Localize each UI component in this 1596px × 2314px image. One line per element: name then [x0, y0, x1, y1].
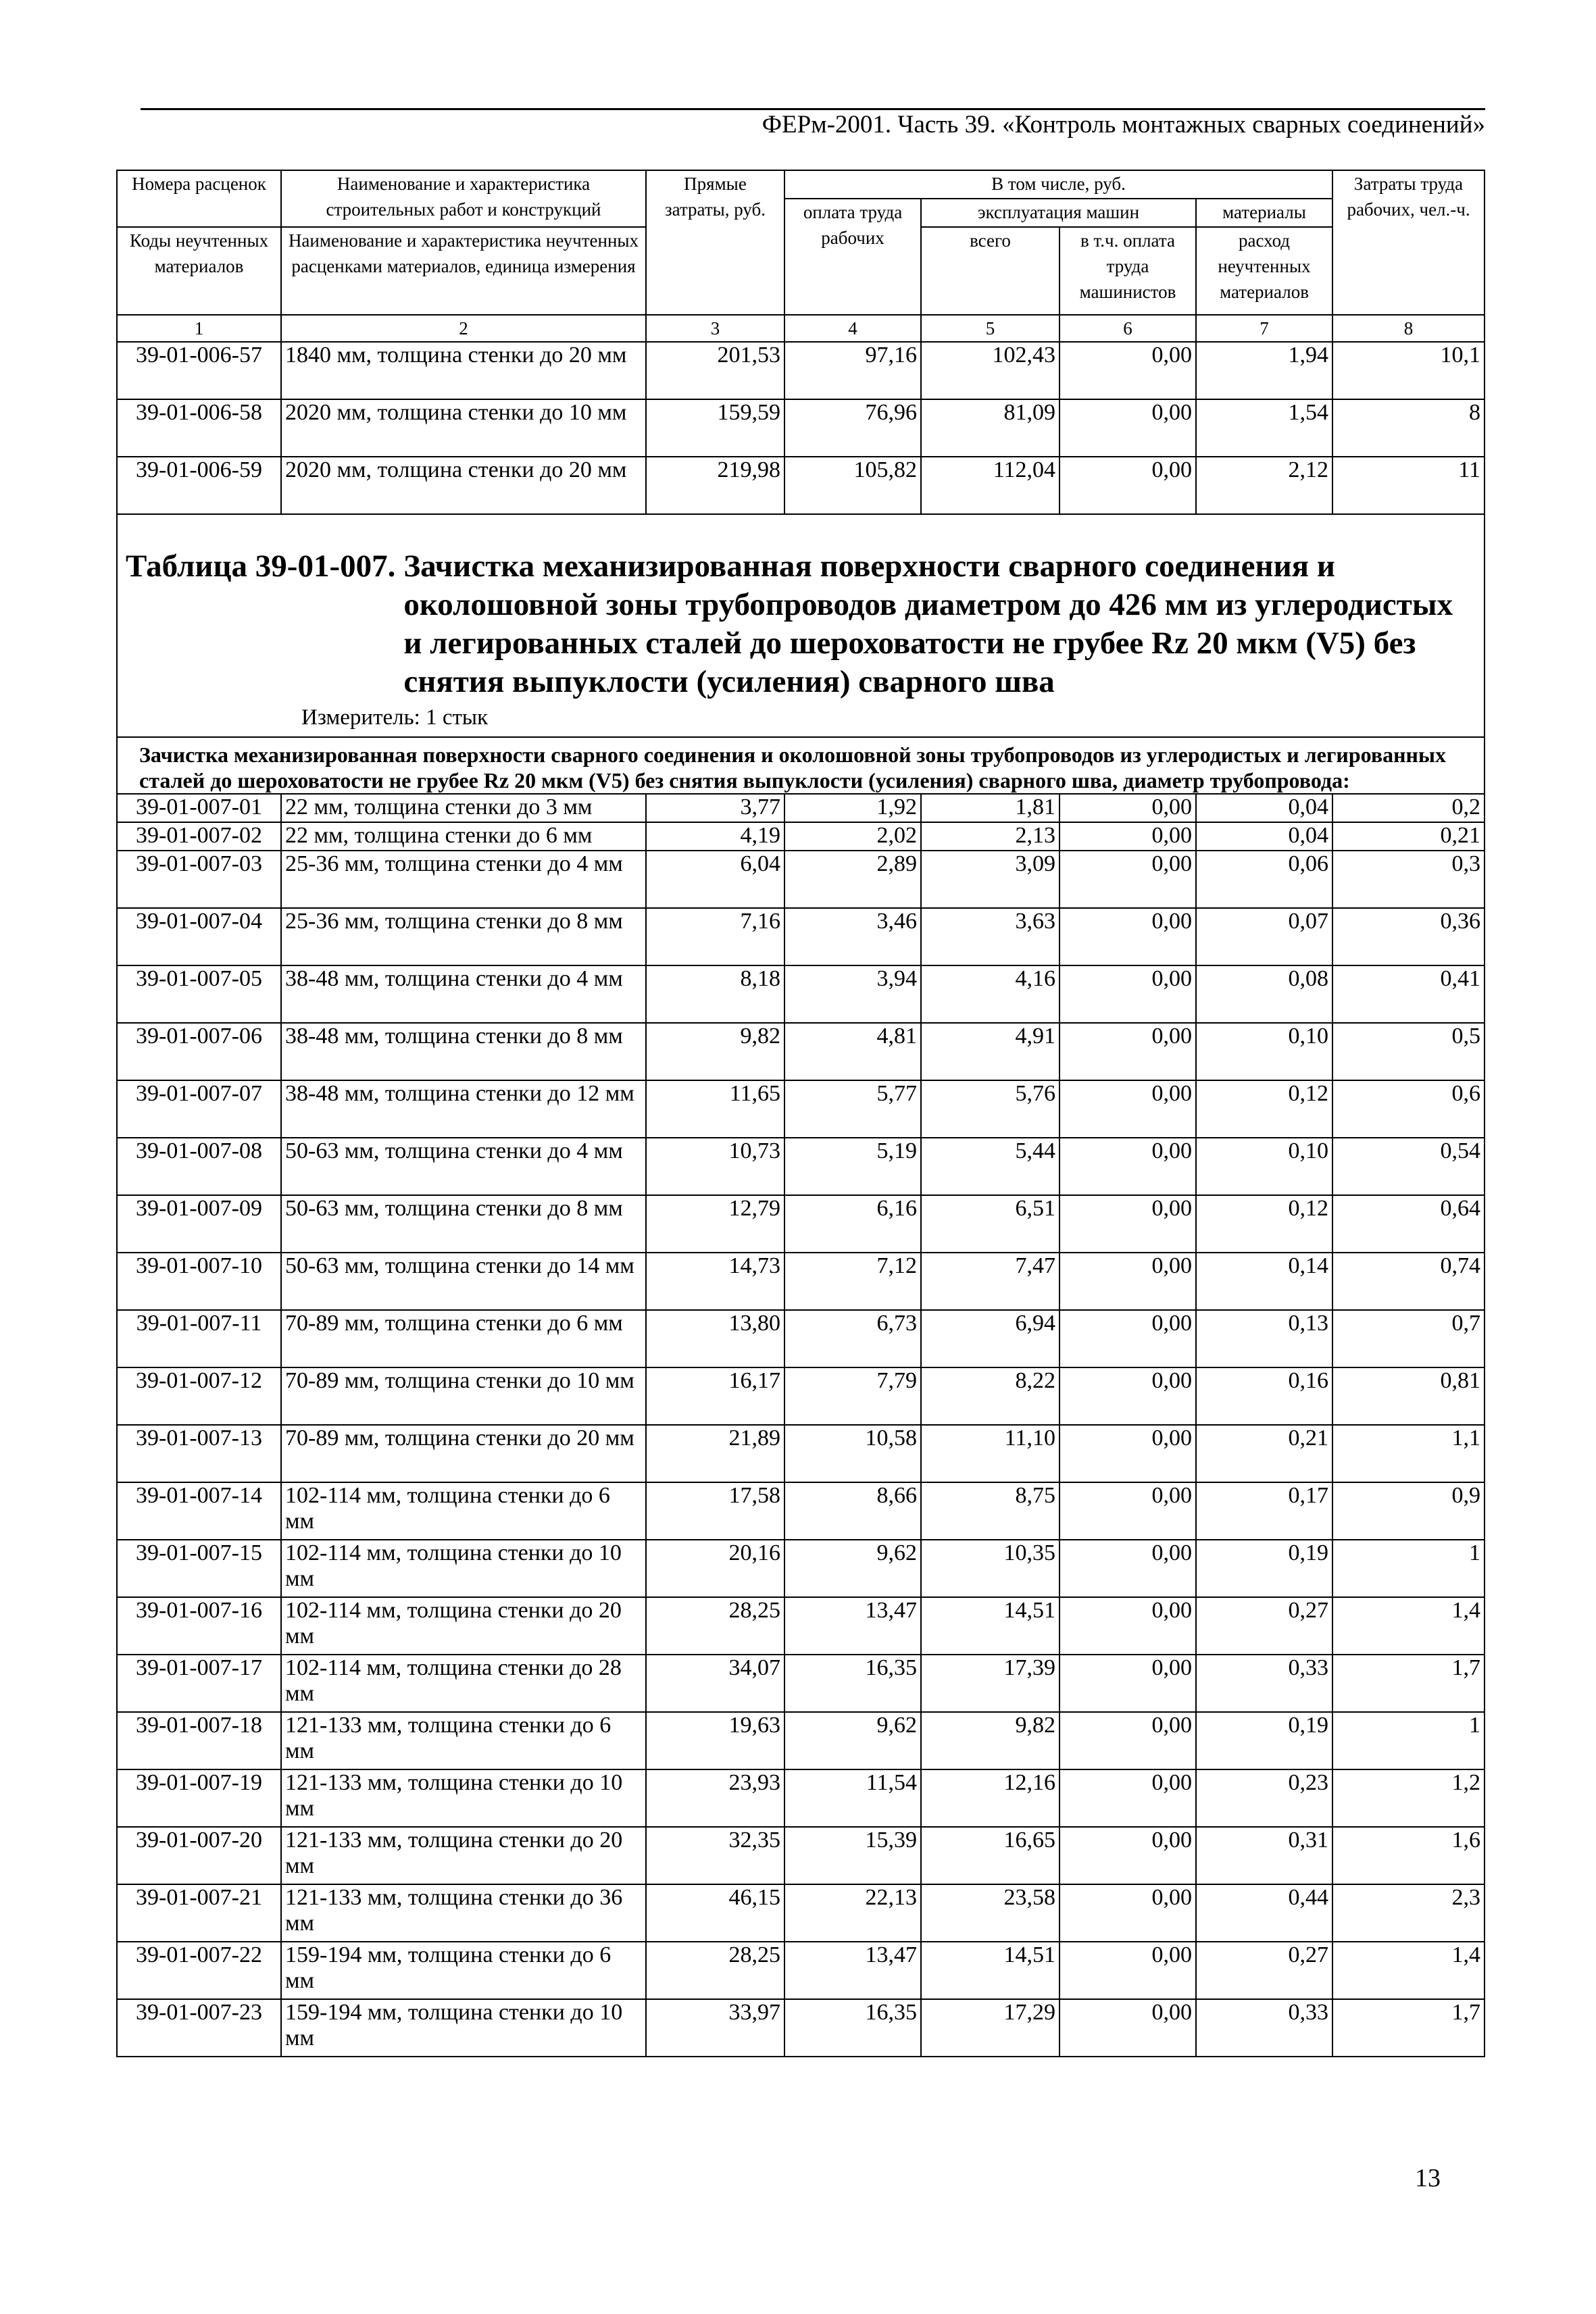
table-number: Таблица 39-01-007.: [126, 549, 396, 584]
labor-pay-cell: 15,39: [784, 1827, 921, 1884]
work-name-text: 50-63 мм, толщина стенки до 4 мм: [285, 1138, 623, 1163]
labor-pay-cell: 10,58: [784, 1425, 921, 1482]
work-name-text: 22 мм, толщина стенки до 6 мм: [285, 823, 593, 848]
labor-pay-cell: 22,13: [784, 1884, 921, 1942]
rate-code-cell: 39-01-007-06: [117, 1023, 281, 1080]
materials-cell: 0,16: [1196, 1367, 1332, 1425]
rate-code-cell: 39-01-007-02: [117, 822, 281, 851]
machinist-pay-cell: 0,00: [1059, 965, 1196, 1023]
work-name-text: 102-114 мм, толщина стенки до 6 мм: [285, 1483, 610, 1534]
labor-hours-cell: 1: [1332, 1712, 1485, 1769]
labor-hours-cell: 2,3: [1332, 1884, 1485, 1942]
labor-hours-cell: 0,36: [1332, 908, 1485, 965]
labor-pay-cell: 8,66: [784, 1482, 921, 1540]
labor-pay-cell: 3,46: [784, 908, 921, 965]
machinist-pay-cell: 0,00: [1059, 1195, 1196, 1253]
table-row: [117, 1253, 1485, 1310]
machinist-pay-cell: 0,00: [1059, 1597, 1196, 1655]
col-header-name-bottom: Наименование и характеристика неучтенных расценками материалов, единица измерения: [281, 227, 646, 315]
direct-cost-cell: 8,18: [646, 965, 784, 1023]
table-row: [117, 908, 1485, 965]
labor-hours-cell: 0,41: [1332, 965, 1485, 1023]
direct-cost-cell: 20,16: [646, 1540, 784, 1597]
work-name-text: 102-114 мм, толщина стенки до 28 мм: [285, 1655, 622, 1706]
measure-unit: Измеритель: 1 стык: [301, 705, 489, 730]
table-row: [117, 1540, 1485, 1597]
machines-total-cell: 3,63: [921, 908, 1059, 965]
machinist-pay-cell: 0,00: [1059, 1827, 1196, 1884]
machines-total-cell: 11,10: [921, 1425, 1059, 1482]
machinist-pay-cell: 0,00: [1059, 1884, 1196, 1942]
col-header-materials-sub: расход неучтенных материалов: [1196, 227, 1332, 315]
machinist-pay-cell: 0,00: [1059, 1310, 1196, 1367]
table-row: [117, 851, 1485, 908]
labor-pay-cell: 6,16: [784, 1195, 921, 1253]
work-name-cell: [281, 1253, 646, 1310]
materials-cell: 1,54: [1196, 399, 1332, 457]
labor-pay-cell: 13,47: [784, 1597, 921, 1655]
rate-code-cell: 39-01-007-15: [117, 1540, 281, 1597]
table-row: [117, 822, 1485, 851]
materials-cell: 0,10: [1196, 1138, 1332, 1195]
machines-total-cell: 4,16: [921, 965, 1059, 1023]
labor-hours-cell: 1,7: [1332, 1655, 1485, 1712]
table-row: [117, 1080, 1485, 1138]
work-name-text: 38-48 мм, толщина стенки до 4 мм: [285, 966, 623, 991]
labor-hours-cell: 0,21: [1332, 822, 1485, 851]
table-row: [117, 1942, 1485, 1999]
work-name-cell: [281, 1712, 646, 1769]
labor-hours-cell: 0,2: [1332, 794, 1485, 822]
machines-total-cell: 23,58: [921, 1884, 1059, 1942]
direct-cost-cell: 201,53: [646, 342, 784, 399]
work-name-cell: [281, 1655, 646, 1712]
table-title: [126, 547, 1477, 701]
materials-cell: 0,33: [1196, 1999, 1332, 2057]
work-name-text: 102-114 мм, толщина стенки до 10 мм: [285, 1540, 622, 1591]
labor-pay-cell: 76,96: [784, 399, 921, 457]
rate-code-cell: 39-01-007-11: [117, 1310, 281, 1367]
rate-code-cell: 39-01-006-57: [117, 342, 281, 399]
work-name-cell: [281, 1138, 646, 1195]
work-name-cell: [281, 908, 646, 965]
labor-pay-cell: 97,16: [784, 342, 921, 399]
direct-cost-cell: 12,79: [646, 1195, 784, 1253]
materials-cell: 0,19: [1196, 1540, 1332, 1597]
table-row: [117, 1597, 1485, 1655]
machinist-pay-cell: 0,00: [1059, 457, 1196, 514]
direct-cost-cell: 4,19: [646, 822, 784, 851]
table-title-text: Зачистка механизированная поверхности сварного соединения и околошовной зоны трубопроводов диаметром до 426 мм из углеродистых и легированных сталей до шероховатости не грубее Rz 20 мкм (V5) без снятия выпуклости (усиления) сварного шва: [403, 549, 1453, 699]
work-name-cell: [281, 1769, 646, 1827]
work-name-text: 102-114 мм, толщина стенки до 20 мм: [285, 1598, 622, 1649]
materials-cell: 0,31: [1196, 1827, 1332, 1884]
machines-total-cell: 8,22: [921, 1367, 1059, 1425]
work-name-text: 121-133 мм, толщина стенки до 10 мм: [285, 1770, 623, 1821]
table-row: [117, 457, 1485, 514]
direct-cost-cell: 159,59: [646, 399, 784, 457]
labor-hours-cell: 1,1: [1332, 1425, 1485, 1482]
work-name-text: 159-194 мм, толщина стенки до 10 мм: [285, 2000, 623, 2051]
machinist-pay-cell: 0,00: [1059, 1425, 1196, 1482]
col-header-materials: материалы: [1196, 199, 1332, 227]
labor-hours-cell: 8: [1332, 399, 1485, 457]
work-name-cell: [281, 399, 646, 457]
rate-code-cell: 39-01-007-05: [117, 965, 281, 1023]
machinist-pay-cell: 0,00: [1059, 822, 1196, 851]
materials-cell: 0,12: [1196, 1080, 1332, 1138]
col-header-machines-incl: в т.ч. оплата труда машинистов: [1059, 227, 1196, 315]
rate-code-cell: 39-01-007-09: [117, 1195, 281, 1253]
machinist-pay-cell: 0,00: [1059, 1655, 1196, 1712]
rate-code-cell: 39-01-006-58: [117, 399, 281, 457]
work-name-text: 1840 мм, толщина стенки до 20 мм: [285, 343, 627, 368]
col-number: 4: [784, 315, 921, 342]
materials-cell: 0,12: [1196, 1195, 1332, 1253]
labor-hours-cell: 0,3: [1332, 851, 1485, 908]
materials-cell: 0,23: [1196, 1769, 1332, 1827]
table-row: [117, 1425, 1485, 1482]
direct-cost-cell: 9,82: [646, 1023, 784, 1080]
work-name-cell: [281, 1999, 646, 2057]
machinist-pay-cell: 0,00: [1059, 794, 1196, 822]
direct-cost-cell: 219,98: [646, 457, 784, 514]
work-name-text: 25-36 мм, толщина стенки до 4 мм: [285, 851, 623, 876]
machinist-pay-cell: 0,00: [1059, 1482, 1196, 1540]
col-number: 7: [1196, 315, 1332, 342]
work-name-text: 2020 мм, толщина стенки до 10 мм: [285, 400, 627, 425]
table-row: [117, 399, 1485, 457]
table-row: [117, 1827, 1485, 1884]
labor-pay-cell: 9,62: [784, 1712, 921, 1769]
machinist-pay-cell: 0,00: [1059, 1540, 1196, 1597]
work-name-cell: [281, 1482, 646, 1540]
labor-pay-cell: 11,54: [784, 1769, 921, 1827]
labor-hours-cell: 1: [1332, 1540, 1485, 1597]
machines-total-cell: 6,94: [921, 1310, 1059, 1367]
machinist-pay-cell: 0,00: [1059, 851, 1196, 908]
col-header-codes-top: Номера расценок: [117, 170, 281, 227]
work-name-cell: [281, 1080, 646, 1138]
machines-total-cell: 6,51: [921, 1195, 1059, 1253]
machinist-pay-cell: 0,00: [1059, 1769, 1196, 1827]
rate-code-cell: 39-01-007-21: [117, 1884, 281, 1942]
labor-hours-cell: 0,9: [1332, 1482, 1485, 1540]
machinist-pay-cell: 0,00: [1059, 1712, 1196, 1769]
machinist-pay-cell: 0,00: [1059, 1999, 1196, 2057]
col-number: 8: [1332, 315, 1485, 342]
col-header-machines-total: всего: [921, 227, 1059, 315]
work-name-text: 159-194 мм, толщина стенки до 6 мм: [285, 1942, 612, 1993]
machinist-pay-cell: 0,00: [1059, 342, 1196, 399]
labor-hours-cell: 1,6: [1332, 1827, 1485, 1884]
machines-total-cell: 7,47: [921, 1253, 1059, 1310]
machines-total-cell: 8,75: [921, 1482, 1059, 1540]
direct-cost-cell: 3,77: [646, 794, 784, 822]
labor-pay-cell: 2,02: [784, 822, 921, 851]
machinist-pay-cell: 0,00: [1059, 1080, 1196, 1138]
work-name-cell: [281, 1023, 646, 1080]
table-row: [117, 1482, 1485, 1540]
col-header-machines: эксплуатация машин: [921, 199, 1196, 227]
labor-hours-cell: 0,54: [1332, 1138, 1485, 1195]
machines-total-cell: 14,51: [921, 1597, 1059, 1655]
machinist-pay-cell: 0,00: [1059, 399, 1196, 457]
materials-cell: 0,27: [1196, 1597, 1332, 1655]
direct-cost-cell: 21,89: [646, 1425, 784, 1482]
rates-table: [116, 170, 1485, 2057]
machines-total-cell: 17,29: [921, 1999, 1059, 2057]
col-number: 2: [281, 315, 646, 342]
work-name-cell: [281, 1827, 646, 1884]
direct-cost-cell: 32,35: [646, 1827, 784, 1884]
rate-code-cell: 39-01-007-23: [117, 1999, 281, 2057]
work-name-cell: [281, 1540, 646, 1597]
col-header-labor-pay: оплата труда рабочих: [784, 199, 921, 315]
direct-cost-cell: 16,17: [646, 1367, 784, 1425]
work-name-cell: [281, 1425, 646, 1482]
labor-pay-cell: 5,19: [784, 1138, 921, 1195]
col-header-including: В том числе, руб.: [784, 170, 1332, 199]
materials-cell: 0,13: [1196, 1310, 1332, 1367]
work-name-text: 50-63 мм, толщина стенки до 8 мм: [285, 1196, 623, 1221]
col-header-direct: Прямые затраты, руб.: [646, 170, 784, 315]
rate-code-cell: 39-01-007-08: [117, 1138, 281, 1195]
rate-code-cell: 39-01-007-12: [117, 1367, 281, 1425]
labor-pay-cell: 7,79: [784, 1367, 921, 1425]
work-name-cell: [281, 1367, 646, 1425]
work-name-text: 25-36 мм, толщина стенки до 8 мм: [285, 909, 623, 934]
materials-cell: 1,94: [1196, 342, 1332, 399]
direct-cost-cell: 34,07: [646, 1655, 784, 1712]
table-row: [117, 1023, 1485, 1080]
machines-total-cell: 102,43: [921, 342, 1059, 399]
col-number: 5: [921, 315, 1059, 342]
machinist-pay-cell: 0,00: [1059, 1138, 1196, 1195]
direct-cost-cell: 23,93: [646, 1769, 784, 1827]
work-name-text: 70-89 мм, толщина стенки до 10 мм: [285, 1368, 634, 1393]
labor-hours-cell: 1,4: [1332, 1597, 1485, 1655]
materials-cell: 0,14: [1196, 1253, 1332, 1310]
col-header-codes-bottom: Коды неучтенных материалов: [117, 227, 281, 315]
labor-hours-cell: 10,1: [1332, 342, 1485, 399]
rate-code-cell: 39-01-007-19: [117, 1769, 281, 1827]
col-number: 1: [117, 315, 281, 342]
work-name-cell: [281, 1310, 646, 1367]
direct-cost-cell: 10,73: [646, 1138, 784, 1195]
materials-cell: 0,07: [1196, 908, 1332, 965]
labor-hours-cell: 0,74: [1332, 1253, 1485, 1310]
work-name-text: 121-133 мм, толщина стенки до 20 мм: [285, 1828, 623, 1878]
machines-total-cell: 112,04: [921, 457, 1059, 514]
labor-pay-cell: 105,82: [784, 457, 921, 514]
table-row: [117, 1367, 1485, 1425]
col-header-labor-cost: Затраты труда рабочих, чел.-ч.: [1332, 170, 1485, 315]
table-row: [117, 1310, 1485, 1367]
labor-pay-cell: 3,94: [784, 965, 921, 1023]
machines-total-cell: 9,82: [921, 1712, 1059, 1769]
col-number: 6: [1059, 315, 1196, 342]
machinist-pay-cell: 0,00: [1059, 908, 1196, 965]
table-row: [117, 1138, 1485, 1195]
labor-pay-cell: 7,12: [784, 1253, 921, 1310]
table-row: [117, 794, 1485, 822]
work-name-text: 121-133 мм, толщина стенки до 36 мм: [285, 1885, 623, 1936]
machines-total-cell: 5,76: [921, 1080, 1059, 1138]
rate-code-cell: 39-01-007-16: [117, 1597, 281, 1655]
labor-pay-cell: 1,92: [784, 794, 921, 822]
table-row: [117, 1655, 1485, 1712]
rate-code-cell: 39-01-006-59: [117, 457, 281, 514]
labor-hours-cell: 1,2: [1332, 1769, 1485, 1827]
rate-code-cell: 39-01-007-14: [117, 1482, 281, 1540]
materials-cell: 0,44: [1196, 1884, 1332, 1942]
materials-cell: 0,04: [1196, 794, 1332, 822]
table-row: [117, 1884, 1485, 1942]
direct-cost-cell: 14,73: [646, 1253, 784, 1310]
table-row: [117, 965, 1485, 1023]
direct-cost-cell: 28,25: [646, 1942, 784, 1999]
work-name-text: 121-133 мм, толщина стенки до 6 мм: [285, 1713, 612, 1763]
labor-pay-cell: 6,73: [784, 1310, 921, 1367]
col-header-name-top: Наименование и характеристика строительных работ и конструкций: [281, 170, 646, 227]
materials-cell: 0,08: [1196, 965, 1332, 1023]
rate-code-cell: 39-01-007-03: [117, 851, 281, 908]
work-name-cell: [281, 851, 646, 908]
labor-pay-cell: 16,35: [784, 1999, 921, 2057]
table-row: [117, 342, 1485, 399]
materials-cell: 0,27: [1196, 1942, 1332, 1999]
labor-pay-cell: 5,77: [784, 1080, 921, 1138]
table-title-row: [117, 514, 1485, 737]
machines-total-cell: 12,16: [921, 1769, 1059, 1827]
work-name-cell: [281, 794, 646, 822]
direct-cost-cell: 13,80: [646, 1310, 784, 1367]
labor-hours-cell: 0,81: [1332, 1367, 1485, 1425]
materials-cell: 0,33: [1196, 1655, 1332, 1712]
labor-pay-cell: 2,89: [784, 851, 921, 908]
table-row: [117, 1195, 1485, 1253]
header-rule: [141, 108, 1485, 110]
machines-total-cell: 5,44: [921, 1138, 1059, 1195]
labor-pay-cell: 4,81: [784, 1023, 921, 1080]
page-number: 13: [1415, 2164, 1441, 2192]
materials-cell: 0,19: [1196, 1712, 1332, 1769]
table-row: [117, 1712, 1485, 1769]
table-title-cell: [117, 514, 1485, 737]
table-row: [117, 1769, 1485, 1827]
work-name-cell: [281, 1942, 646, 1999]
machines-total-cell: 17,39: [921, 1655, 1059, 1712]
work-name-text: 38-48 мм, толщина стенки до 8 мм: [285, 1024, 623, 1049]
labor-hours-cell: 1,4: [1332, 1942, 1485, 1999]
labor-hours-cell: 0,64: [1332, 1195, 1485, 1253]
direct-cost-cell: 6,04: [646, 851, 784, 908]
direct-cost-cell: 7,16: [646, 908, 784, 965]
materials-cell: 2,12: [1196, 457, 1332, 514]
work-name-text: 70-89 мм, толщина стенки до 20 мм: [285, 1426, 634, 1451]
section-heading-row: [117, 737, 1485, 794]
rate-code-cell: 39-01-007-04: [117, 908, 281, 965]
running-header: ФЕРм-2001. Часть 39. «Контроль монтажных сварных соединений»: [762, 111, 1485, 139]
rate-code-cell: 39-01-007-20: [117, 1827, 281, 1884]
work-name-text: 50-63 мм, толщина стенки до 14 мм: [285, 1253, 634, 1278]
direct-cost-cell: 11,65: [646, 1080, 784, 1138]
rate-code-cell: 39-01-007-18: [117, 1712, 281, 1769]
machinist-pay-cell: 0,00: [1059, 1942, 1196, 1999]
work-name-text: 22 мм, толщина стенки до 3 мм: [285, 795, 593, 820]
work-name-cell: [281, 1884, 646, 1942]
work-name-cell: [281, 457, 646, 514]
rate-code-cell: 39-01-007-07: [117, 1080, 281, 1138]
machines-total-cell: 10,35: [921, 1540, 1059, 1597]
work-name-cell: [281, 342, 646, 399]
machinist-pay-cell: 0,00: [1059, 1367, 1196, 1425]
machines-total-cell: 1,81: [921, 794, 1059, 822]
labor-pay-cell: 13,47: [784, 1942, 921, 1999]
work-name-cell: [281, 822, 646, 851]
rate-code-cell: 39-01-007-17: [117, 1655, 281, 1712]
direct-cost-cell: 19,63: [646, 1712, 784, 1769]
section-heading: Зачистка механизированная поверхности сварного соединения и околошовной зоны трубопроводов из углеродистых и легированных сталей до шероховатости не грубее Rz 20 мкм (V5) без снятия выпуклости (усиления) сварного шва, диаметр трубопровода:: [117, 737, 1485, 794]
work-name-cell: [281, 1597, 646, 1655]
labor-hours-cell: 0,5: [1332, 1023, 1485, 1080]
labor-pay-cell: 16,35: [784, 1655, 921, 1712]
rates-table-body: [117, 170, 1485, 2057]
col-number: 3: [646, 315, 784, 342]
labor-hours-cell: 0,6: [1332, 1080, 1485, 1138]
rate-code-cell: 39-01-007-10: [117, 1253, 281, 1310]
materials-cell: 0,21: [1196, 1425, 1332, 1482]
work-name-cell: [281, 1195, 646, 1253]
rate-code-cell: 39-01-007-01: [117, 794, 281, 822]
work-name-text: 2020 мм, толщина стенки до 20 мм: [285, 457, 627, 482]
table-row: [117, 1999, 1485, 2057]
work-name-text: 38-48 мм, толщина стенки до 12 мм: [285, 1081, 634, 1106]
materials-cell: 0,06: [1196, 851, 1332, 908]
direct-cost-cell: 33,97: [646, 1999, 784, 2057]
machines-total-cell: 4,91: [921, 1023, 1059, 1080]
machines-total-cell: 3,09: [921, 851, 1059, 908]
labor-hours-cell: 11: [1332, 457, 1485, 514]
labor-pay-cell: 9,62: [784, 1540, 921, 1597]
direct-cost-cell: 17,58: [646, 1482, 784, 1540]
work-name-text: 70-89 мм, толщина стенки до 6 мм: [285, 1311, 623, 1336]
rate-code-cell: 39-01-007-13: [117, 1425, 281, 1482]
direct-cost-cell: 46,15: [646, 1884, 784, 1942]
direct-cost-cell: 28,25: [646, 1597, 784, 1655]
materials-cell: 0,04: [1196, 822, 1332, 851]
machines-total-cell: 81,09: [921, 399, 1059, 457]
labor-hours-cell: 1,7: [1332, 1999, 1485, 2057]
materials-cell: 0,17: [1196, 1482, 1332, 1540]
rate-code-cell: 39-01-007-22: [117, 1942, 281, 1999]
machinist-pay-cell: 0,00: [1059, 1253, 1196, 1310]
labor-hours-cell: 0,7: [1332, 1310, 1485, 1367]
machines-total-cell: 16,65: [921, 1827, 1059, 1884]
machines-total-cell: 2,13: [921, 822, 1059, 851]
machinist-pay-cell: 0,00: [1059, 1023, 1196, 1080]
materials-cell: 0,10: [1196, 1023, 1332, 1080]
work-name-cell: [281, 965, 646, 1023]
machines-total-cell: 14,51: [921, 1942, 1059, 1999]
